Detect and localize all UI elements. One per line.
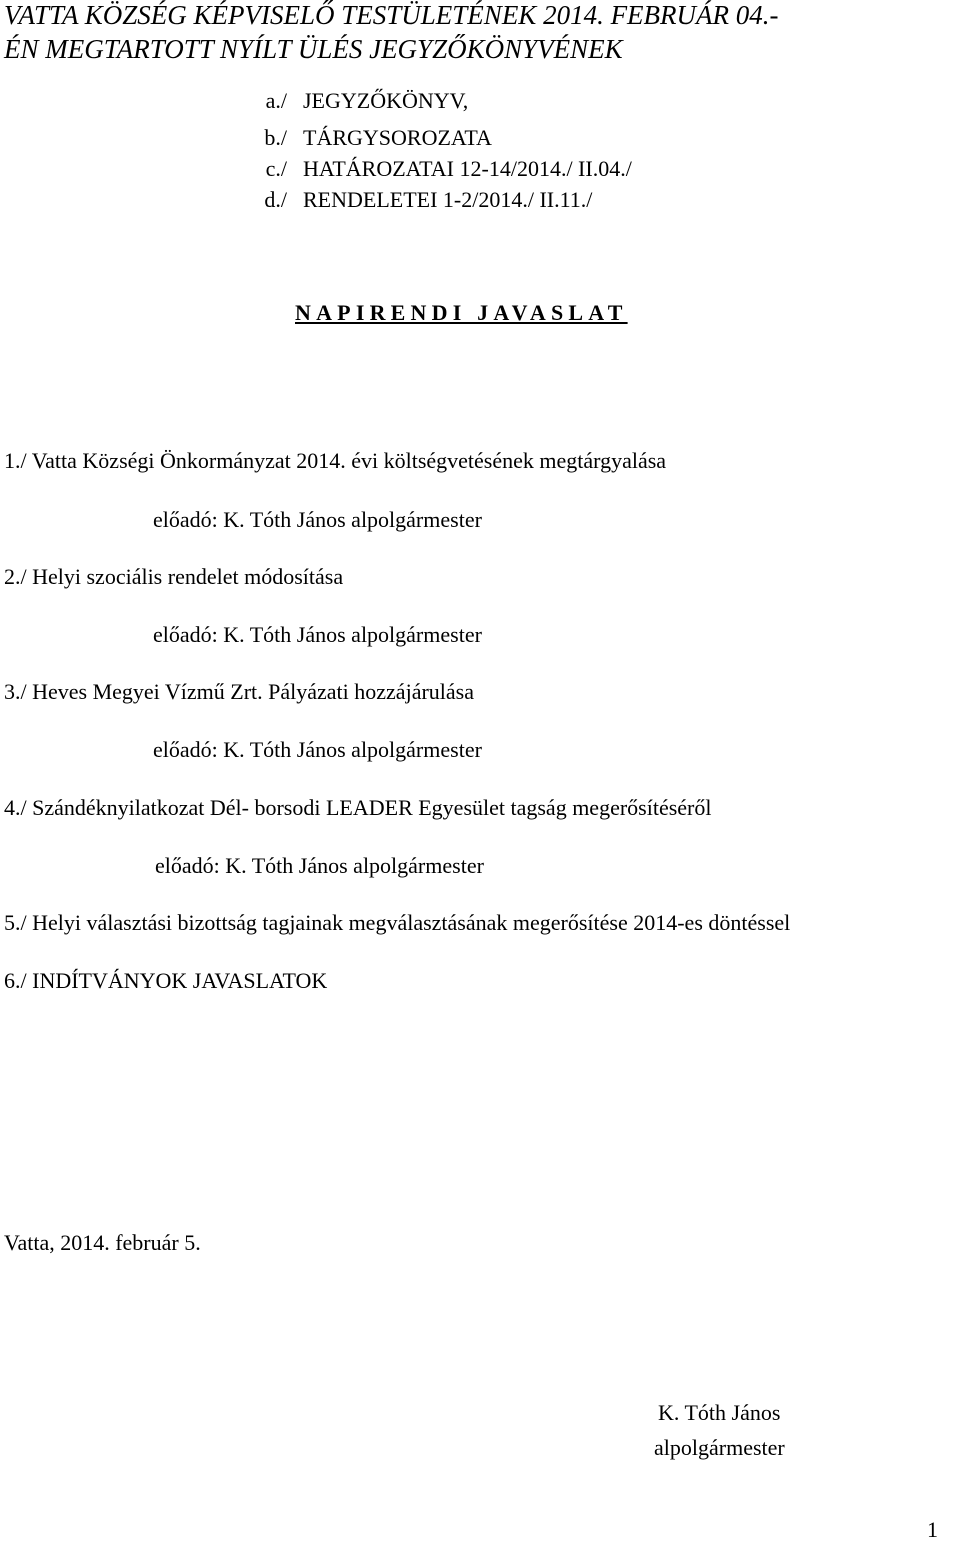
agenda-item: 6./ INDÍTVÁNYOK JAVASLATOK bbox=[4, 968, 328, 993]
agenda-presenter: előadó: K. Tóth János alpolgármester bbox=[155, 853, 484, 878]
agenda-item: 2./ Helyi szociális rendelet módosítása bbox=[4, 564, 344, 589]
contents-letter: c./ bbox=[265, 156, 287, 181]
contents-letter: b./ bbox=[264, 125, 287, 150]
agenda-presenter: előadó: K. Tóth János alpolgármester bbox=[153, 737, 482, 762]
signature-name: K. Tóth János bbox=[658, 1400, 781, 1425]
title-line-1: VATTA KÖZSÉG KÉPVISELŐ TESTÜLETÉNEK 2014. FEBRUÁR 04.- bbox=[4, 0, 779, 30]
contents-letter: d./ bbox=[264, 187, 287, 212]
contents-letter: a./ bbox=[265, 88, 287, 113]
agenda-item: 5./ Helyi választási bizottság tagjainak megválasztásának megerősítése 2014-es döntéssel bbox=[4, 910, 791, 935]
contents-text: RENDELETEI 1-2/2014./ II.11./ bbox=[303, 187, 593, 212]
agenda-item: 1./ Vatta Községi Önkormányzat 2014. évi költségvetésének megtárgyalása bbox=[4, 448, 667, 473]
contents-text: JEGYZŐKÖNYV, bbox=[303, 88, 469, 113]
contents-text: TÁRGYSOROZATA bbox=[303, 125, 492, 150]
agenda-heading: NAPIRENDI JAVASLAT bbox=[295, 300, 628, 325]
date-line: Vatta, 2014. február 5. bbox=[4, 1230, 201, 1255]
title-line-2: ÉN MEGTARTOTT NYÍLT ÜLÉS JEGYZŐKÖNYVÉNEK bbox=[4, 34, 623, 64]
agenda-presenter: előadó: K. Tóth János alpolgármester bbox=[153, 507, 482, 532]
agenda-item: 3./ Heves Megyei Vízmű Zrt. Pályázati hozzájárulása bbox=[4, 679, 474, 704]
contents-text: HATÁROZATAI 12-14/2014./ II.04./ bbox=[303, 156, 632, 181]
signature-role: alpolgármester bbox=[654, 1435, 785, 1460]
agenda-presenter: előadó: K. Tóth János alpolgármester bbox=[153, 622, 482, 647]
page-number: 1 bbox=[927, 1517, 938, 1542]
agenda-item: 4./ Szándéknyilatkozat Dél- borsodi LEADER Egyesület tagság megerősítéséről bbox=[4, 795, 712, 820]
